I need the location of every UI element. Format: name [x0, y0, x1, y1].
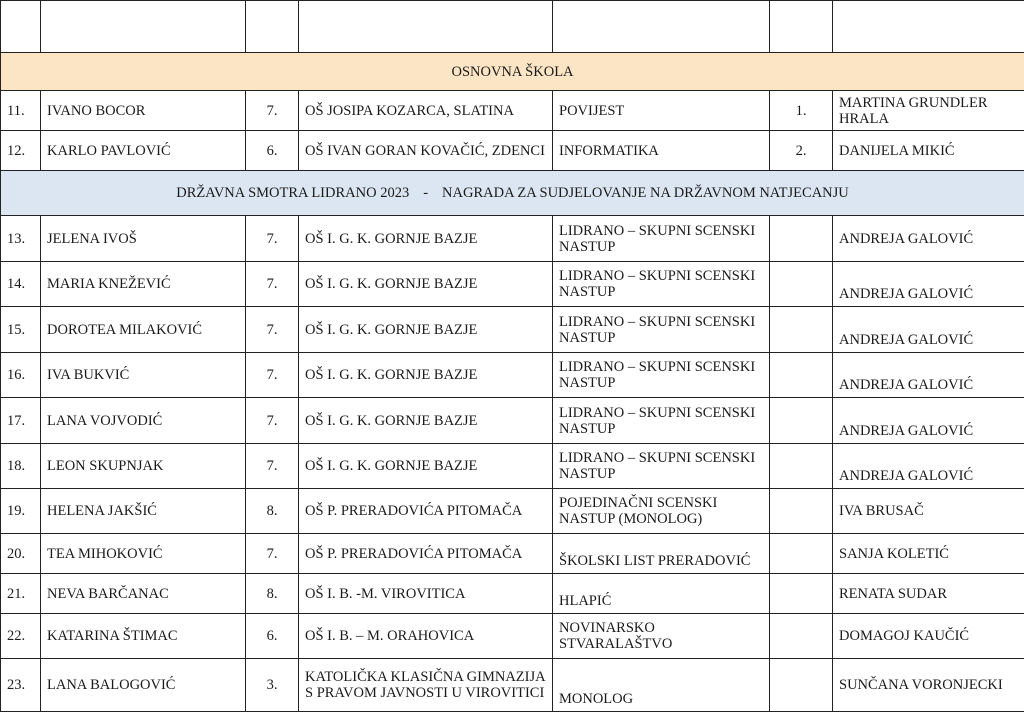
place [770, 489, 833, 534]
student-name: NEVA BARČANAC [41, 574, 246, 614]
school: OŠ P. PRERADOVIĆA PITOMAČA [299, 534, 553, 574]
school: OŠ I. B. – M. ORAHOVICA [299, 614, 553, 659]
row-number: 22. [1, 614, 41, 659]
header-cell [1, 1, 41, 53]
grade: 7. [246, 307, 299, 353]
student-name: DOROTEA MILAKOVIĆ [41, 307, 246, 353]
mentor: RENATA SUDAR [833, 574, 1024, 614]
row-number: 15. [1, 307, 41, 353]
subject: HLAPIĆ [553, 574, 770, 614]
subject: ŠKOLSKI LIST PRERADOVIĆ [553, 534, 770, 574]
student-name: JELENA IVOŠ [41, 216, 246, 262]
row-number: 11. [1, 91, 41, 131]
school: OŠ I. B. -M. VIROVITICA [299, 574, 553, 614]
student-name: HELENA JAKŠIĆ [41, 489, 246, 534]
place [770, 353, 833, 398]
mentor: DOMAGOJ KAUČIĆ [833, 614, 1024, 659]
school: OŠ I. G. K. GORNJE BAZJE [299, 398, 553, 444]
row-number: 17. [1, 398, 41, 444]
mentor: ANDREJA GALOVIĆ [833, 307, 1024, 353]
header-cell [553, 1, 770, 53]
row-number: 19. [1, 489, 41, 534]
school: KATOLIČKA KLASIČNA GIMNAZIJA S PRAVOM JAVNOSTI U VIROVITICI [299, 659, 553, 712]
mentor: ANDREJA GALOVIĆ [833, 444, 1024, 489]
grade: 7. [246, 353, 299, 398]
table-row [1, 489, 1024, 534]
student-name: IVA BUKVIĆ [41, 353, 246, 398]
row-number: 21. [1, 574, 41, 614]
place [770, 534, 833, 574]
header-cell [770, 1, 833, 53]
place [770, 262, 833, 307]
mentor: DANIJELA MIKIĆ [833, 131, 1024, 171]
student-name: IVANO BOCOR [41, 91, 246, 131]
table-row [1, 534, 1024, 574]
student-name: LANA VOJVODIĆ [41, 398, 246, 444]
table-row [1, 574, 1024, 614]
place [770, 216, 833, 262]
section-title-osnovna: OSNOVNA ŠKOLA [1, 53, 1024, 91]
mentor: ANDREJA GALOVIĆ [833, 353, 1024, 398]
table-row [1, 614, 1024, 659]
mentor: SUNČANA VORONJECKI [833, 659, 1024, 712]
grade: 6. [246, 131, 299, 171]
row-number: 12. [1, 131, 41, 171]
school: OŠ P. PRERADOVIĆA PITOMAČA [299, 489, 553, 534]
section-title-drzavna [1, 171, 1024, 216]
subject: LIDRANO – SKUPNI SCENSKI NASTUP [553, 262, 770, 307]
mentor: ANDREJA GALOVIĆ [833, 262, 1024, 307]
grade: 8. [246, 489, 299, 534]
school: OŠ I. G. K. GORNJE BAZJE [299, 216, 553, 262]
grade: 7. [246, 216, 299, 262]
subject: POVIJEST [553, 91, 770, 131]
table-row [1, 444, 1024, 489]
subject: LIDRANO – SKUPNI SCENSKI NASTUP [553, 398, 770, 444]
table-row [1, 398, 1024, 444]
header-row [1, 1, 1024, 53]
place: 2. [770, 131, 833, 171]
school: OŠ I. G. K. GORNJE BAZJE [299, 307, 553, 353]
subject: NOVINARSKO STVARALAŠTVO [553, 614, 770, 659]
student-name: LEON SKUPNJAK [41, 444, 246, 489]
row-number: 23. [1, 659, 41, 712]
subject: INFORMATIKA [553, 131, 770, 171]
school: OŠ JOSIPA KOZARCA, SLATINA [299, 91, 553, 131]
header-cell [299, 1, 553, 53]
grade: 8. [246, 574, 299, 614]
grade: 3. [246, 659, 299, 712]
subject: LIDRANO – SKUPNI SCENSKI NASTUP [553, 307, 770, 353]
table-row [1, 91, 1024, 131]
mentor: SANJA KOLETIĆ [833, 534, 1024, 574]
mentor: IVA BRUSAČ [833, 489, 1024, 534]
mentor: ANDREJA GALOVIĆ [833, 216, 1024, 262]
header-cell [246, 1, 299, 53]
student-name: TEA MIHOKOVIĆ [41, 534, 246, 574]
subject: LIDRANO – SKUPNI SCENSKI NASTUP [553, 444, 770, 489]
row-number: 14. [1, 262, 41, 307]
subject: MONOLOG [553, 659, 770, 712]
grade: 7. [246, 398, 299, 444]
table-row [1, 216, 1024, 262]
school: OŠ I. G. K. GORNJE BAZJE [299, 444, 553, 489]
school: OŠ I. G. K. GORNJE BAZJE [299, 262, 553, 307]
row-number: 16. [1, 353, 41, 398]
place [770, 574, 833, 614]
grade: 7. [246, 444, 299, 489]
place [770, 307, 833, 353]
place [770, 444, 833, 489]
section-title-drzavna-left: DRŽAVNA SMOTRA LIDRANO 2023 [176, 185, 410, 201]
table-row [1, 353, 1024, 398]
school: OŠ IVAN GORAN KOVAČIĆ, ZDENCI [299, 131, 553, 171]
grade: 6. [246, 614, 299, 659]
student-name: MARIA KNEŽEVIĆ [41, 262, 246, 307]
grade: 7. [246, 534, 299, 574]
row-number: 13. [1, 216, 41, 262]
section-row-drzavna [1, 171, 1024, 216]
place [770, 659, 833, 712]
place [770, 398, 833, 444]
header-cell [833, 1, 1024, 53]
place: 1. [770, 91, 833, 131]
table-row [1, 307, 1024, 353]
mentor: MARTINA GRUNDLER HRALA [833, 91, 1024, 131]
grade: 7. [246, 91, 299, 131]
school: OŠ I. G. K. GORNJE BAZJE [299, 353, 553, 398]
subject: LIDRANO – SKUPNI SCENSKI NASTUP [553, 353, 770, 398]
grade: 7. [246, 262, 299, 307]
student-name: LANA BALOGOVIĆ [41, 659, 246, 712]
place [770, 614, 833, 659]
header-cell [41, 1, 246, 53]
mentor: ANDREJA GALOVIĆ [833, 398, 1024, 444]
section-row-osnovna [1, 53, 1024, 91]
subject: POJEDINAČNI SCENSKI NASTUP (MONOLOG) [553, 489, 770, 534]
table-row [1, 131, 1024, 171]
student-name: KARLO PAVLOVIĆ [41, 131, 246, 171]
table-row [1, 262, 1024, 307]
row-number: 20. [1, 534, 41, 574]
table-row [1, 659, 1024, 712]
student-name: KATARINA ŠTIMAC [41, 614, 246, 659]
section-title-drzavna-right: NAGRADA ZA SUDJELOVANJE NA DRŽAVNOM NATJECANJU [442, 185, 849, 201]
section-title-separator: - [423, 185, 429, 201]
subject: LIDRANO – SKUPNI SCENSKI NASTUP [553, 216, 770, 262]
row-number: 18. [1, 444, 41, 489]
